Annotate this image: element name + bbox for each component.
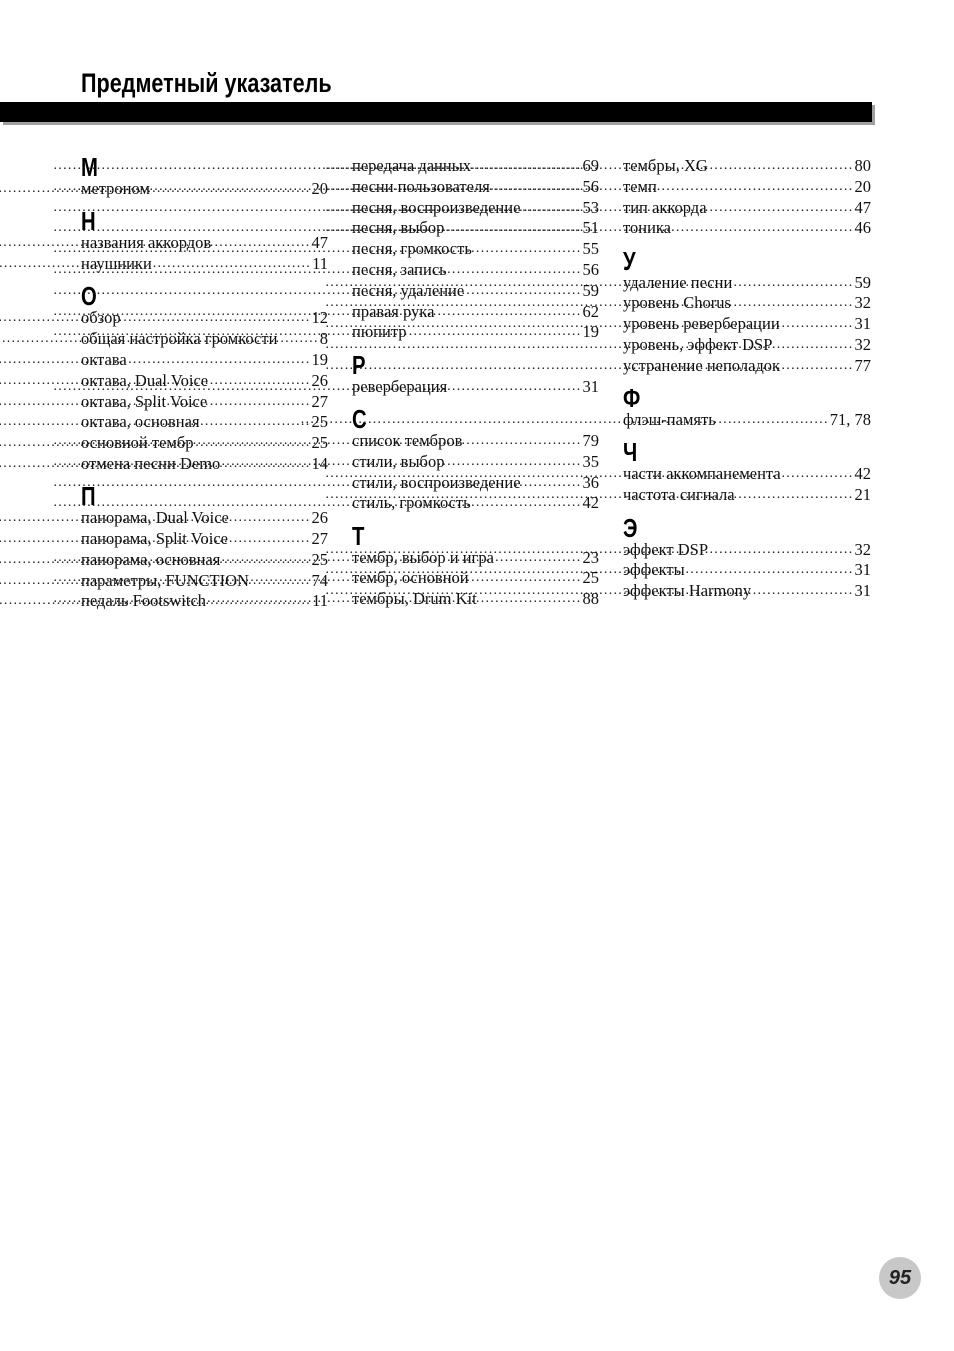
entry-page: 32: [854, 335, 871, 355]
entry-page: 12: [311, 308, 328, 328]
entry-term: песни пользователя: [352, 176, 490, 196]
entry-term: передача данных: [352, 156, 472, 175]
entry-page: 79: [582, 430, 599, 450]
entry-term: педаль Footswitch: [81, 591, 207, 611]
entry-term: эффекты Harmony: [623, 581, 752, 601]
entry-page: 74: [311, 570, 328, 590]
entry-term: обзор: [81, 308, 121, 328]
entry-term: стили, выбор: [352, 451, 445, 471]
index-entry: [623, 540, 871, 561]
entry-page: 26: [311, 370, 328, 390]
entry-page: 51: [582, 218, 599, 238]
entry-term: тембры, XG: [623, 156, 708, 175]
index-entry: [352, 377, 599, 398]
entry-page: 27: [311, 529, 328, 549]
page-number-badge: [879, 1257, 921, 1299]
entry-term: параметры, FUNCTION: [81, 570, 249, 590]
section-letter: П: [81, 481, 96, 512]
entry-term: октава, Dual Voice: [81, 370, 209, 390]
index-entry: [623, 410, 871, 431]
index-entry: [623, 485, 871, 506]
index-entry: [352, 239, 599, 260]
dot-leader: [468, 431, 581, 452]
index-entry: [623, 356, 871, 377]
entry-term: тип аккорда: [623, 197, 707, 217]
entry-page: 42: [582, 493, 599, 513]
entry-term: реверберация: [352, 376, 448, 396]
entry-term: панорама, основная: [81, 549, 221, 569]
entry-term: устранение неполадок: [623, 355, 781, 375]
entry-term: панорама, Dual Voice: [81, 508, 229, 528]
section-letter: О: [81, 281, 97, 312]
dot-leader: [714, 540, 854, 561]
section-letter: У: [623, 245, 636, 276]
entry-page: 21: [854, 485, 871, 505]
entry-page: 47: [854, 197, 871, 217]
entry-page: 62: [582, 301, 599, 321]
index-entry: [623, 560, 871, 581]
entry-term: песня, выбор: [352, 218, 445, 238]
entry-page: 77: [854, 355, 871, 375]
entry-page: 32: [854, 293, 871, 313]
dot-leader: [737, 293, 854, 314]
dot-leader: [722, 410, 829, 431]
section-letter: Н: [81, 206, 96, 237]
entry-page: 47: [311, 233, 328, 253]
entry-page: 11: [312, 254, 328, 274]
entry-page: 71, 78: [829, 410, 871, 430]
section-letter: Э: [623, 512, 638, 543]
index-entry: [623, 293, 871, 314]
entry-page: 27: [311, 391, 328, 411]
entry-page: 80: [854, 156, 871, 175]
title-bar: [0, 102, 872, 122]
section-letter: С: [352, 403, 367, 434]
entry-term: правая рука: [352, 301, 435, 321]
entry-page: 31: [854, 560, 871, 580]
entry-term: наушники: [81, 254, 152, 274]
entry-term: флэш-память: [623, 410, 716, 430]
entry-page: 32: [854, 539, 871, 559]
dot-leader: [234, 529, 311, 550]
index-entry: [623, 177, 871, 198]
entry-page: 8: [319, 329, 328, 349]
entry-term: уровень реверберации: [623, 314, 780, 334]
entry-term: октава, Split Voice: [81, 391, 208, 411]
entry-page: 11: [312, 591, 328, 611]
entry-term: тембр, выбор и игра: [352, 547, 494, 567]
entry-term: основной тембр: [81, 433, 194, 453]
entry-term: тембры, Drum Kit: [352, 589, 477, 609]
dot-leader: [757, 581, 853, 602]
dot-leader: [453, 377, 581, 398]
dot-leader: [713, 198, 854, 219]
dot-leader: [786, 356, 853, 377]
entry-term: панорама, Split Voice: [81, 529, 228, 549]
entry-page: 56: [582, 176, 599, 196]
dot-leader: [786, 314, 854, 335]
entry-term: стиль, громкость: [352, 493, 471, 513]
section-letter: Ф: [623, 383, 641, 414]
dot-leader: [677, 218, 854, 239]
entry-page: 53: [582, 197, 599, 217]
entry-term: части аккомпанемента: [623, 464, 781, 484]
entry-term: песня, громкость: [352, 239, 472, 259]
dot-leader: [133, 350, 311, 371]
entry-term: общая настройка громкости: [81, 329, 278, 349]
index-entry: [352, 431, 599, 452]
entry-page: 55: [582, 239, 599, 259]
dot-leader: [213, 392, 310, 413]
entry-page: 31: [854, 581, 871, 601]
index-entry: [623, 218, 871, 239]
entry-page: 31: [582, 376, 599, 396]
index-column: [623, 156, 871, 602]
entry-term: эффект DSP: [623, 539, 708, 559]
entry-page: 20: [854, 176, 871, 196]
dot-leader: [714, 156, 854, 177]
entry-term: уровень, эффект DSP: [623, 335, 773, 355]
section-letter: Ч: [623, 437, 638, 468]
entry-page: 31: [854, 314, 871, 334]
index-entry: [81, 529, 328, 550]
entry-page: 23: [582, 547, 599, 567]
index-entry: [623, 273, 871, 294]
entry-page: 59: [582, 280, 599, 300]
entry-page: 25: [311, 549, 328, 569]
dot-leader: [778, 335, 853, 356]
entry-term: названия аккордов: [81, 233, 212, 253]
section-letter: Р: [352, 349, 366, 380]
dot-leader: [787, 464, 854, 485]
entry-term: темп: [623, 176, 657, 196]
entry-page: 25: [311, 412, 328, 432]
entry-term: частота сигнала: [623, 485, 735, 505]
entry-page: 19: [311, 349, 328, 369]
dot-leader: [738, 273, 853, 294]
index-entry: [623, 314, 871, 335]
dot-leader: [206, 412, 311, 433]
entry-page: 14: [311, 453, 328, 473]
entry-term: пюпитр: [352, 322, 407, 342]
entry-term: список тембров: [352, 430, 463, 450]
entry-term: уровень Chorus: [623, 293, 731, 313]
entry-page: 42: [854, 464, 871, 484]
entry-page: 56: [582, 259, 599, 279]
entry-page: 25: [582, 568, 599, 588]
entry-term: тембр, основной: [352, 568, 469, 588]
entry-term: метроном: [81, 179, 150, 198]
dot-leader: [741, 485, 854, 506]
entry-page: 59: [854, 272, 871, 292]
entry-term: октава: [81, 349, 127, 369]
index-entry: [623, 198, 871, 219]
section-letter: Т: [352, 520, 365, 551]
page-title: Предметный указатель: [81, 68, 332, 98]
entry-page: 69: [582, 156, 599, 175]
entry-term: тоника: [623, 218, 671, 238]
index-entry: [81, 350, 328, 371]
entry-term: отмена песни Demo: [81, 453, 221, 473]
entry-page: 20: [311, 179, 328, 198]
entry-page: 35: [582, 451, 599, 471]
entry-page: 19: [582, 322, 599, 342]
dot-leader: [663, 177, 854, 198]
entry-page: 88: [582, 589, 599, 609]
entry-page: 36: [582, 472, 599, 492]
entry-term: эффекты: [623, 560, 685, 580]
entry-term: песня, удаление: [352, 280, 465, 300]
section-letter: М: [81, 152, 98, 182]
entry-term: стили, воспроизведение: [352, 472, 521, 492]
entry-page: 25: [311, 433, 328, 453]
dot-leader: [478, 239, 582, 260]
dot-leader: [235, 508, 311, 529]
index-entry: [623, 156, 871, 177]
entry-term: песня, запись: [352, 259, 447, 279]
dot-leader: [691, 560, 854, 581]
entry-page: 46: [854, 218, 871, 238]
entry-term: октава, основная: [81, 412, 200, 432]
entry-page: 26: [311, 508, 328, 528]
entry-term: удаление песни: [623, 272, 733, 292]
entry-term: песня, воспроизведение: [352, 197, 521, 217]
index-entry: [623, 335, 871, 356]
index-entry: [623, 464, 871, 485]
index-entry: [623, 581, 871, 602]
page-number: 95: [888, 1266, 912, 1289]
